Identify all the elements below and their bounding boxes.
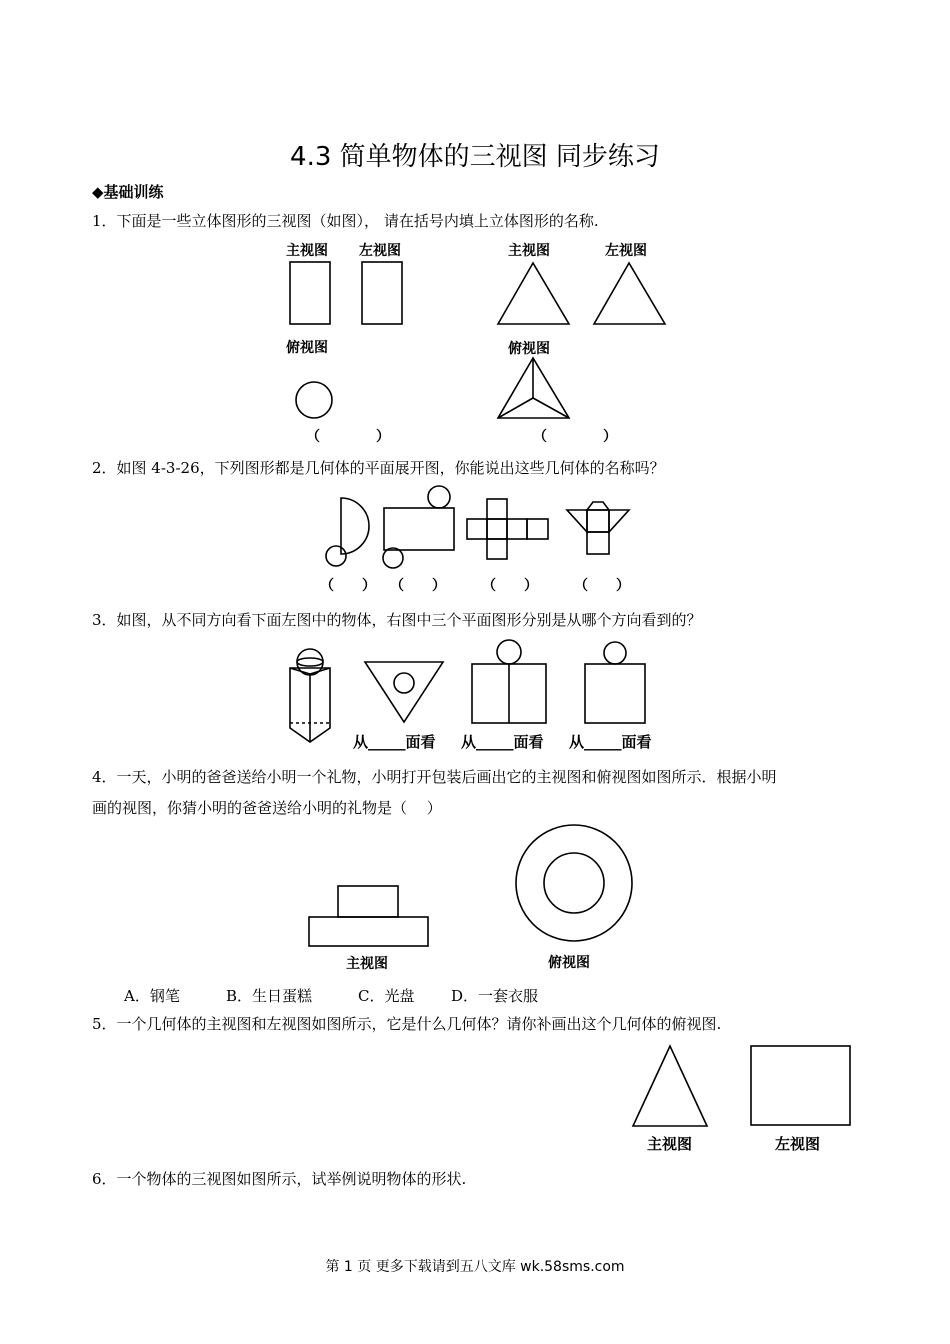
q1-pyramid-left-view [594, 263, 665, 324]
q1-answer-paren-2: （ ） [533, 429, 617, 445]
q3-object-drawing [290, 649, 330, 742]
question-2-text: 2．如图 4-3-26，下列图形都是几何体的平面展开图，你能说出这些几何体的名称吗？ [92, 459, 665, 477]
q1-cylinder-left-view [362, 262, 402, 324]
q4-option-c: C．光盘 [358, 987, 415, 1005]
q3-blank-3: 从_____面看 [569, 733, 652, 751]
question-4-line-1: 4．一天，小明的爸爸送给小明一个礼物，小明打开包装后画出它的主视图和俯视图如图所示．根据小明 [92, 768, 777, 786]
q4-label-top: 俯视图 [548, 955, 590, 971]
q4-option-d: D．一套衣服 [451, 987, 539, 1005]
q1-label-top-1: 俯视图 [286, 340, 328, 356]
q3-view-triangle-circle [365, 662, 443, 722]
q4-front-view [309, 886, 428, 946]
q1-pyramid-top-view [498, 358, 569, 418]
q1-label-left-1: 左视图 [359, 243, 401, 259]
q1-cylinder-top-view [296, 382, 332, 418]
question-5-text: 5．一个几何体的主视图和左视图如图所示，它是什么几何体？请你补画出这个几何体的俯视图. [92, 1015, 722, 1033]
q5-front-view-triangle [633, 1046, 707, 1126]
q2-cube-net [467, 499, 548, 559]
q3-view-square-divided [472, 640, 546, 723]
q1-cylinder-front-view [290, 262, 330, 324]
question-3-text: 3．如图，从不同方向看下面左图中的物体，右图中三个平面图形分别是从哪个方向看到的？ [92, 611, 702, 629]
q1-label-front-1: 主视图 [286, 243, 328, 259]
q1-label-front-2: 主视图 [508, 243, 550, 259]
q4-top-view [516, 825, 632, 941]
q2-paren-4: （ ） [574, 578, 630, 594]
q1-label-left-2: 左视图 [605, 243, 647, 259]
page-title: 4.3 简单物体的三视图 同步练习 [290, 142, 660, 172]
q3-view-square [585, 642, 645, 723]
q4-option-b: B．生日蛋糕 [226, 987, 313, 1005]
q2-frustum-net [567, 502, 629, 554]
question-1-text: 1．下面是一些立体图形的三视图（如图）， 请在括号内填上立体图形的名称. [92, 212, 599, 230]
q5-label-left: 左视图 [775, 1135, 821, 1153]
q1-answer-paren-1: （ ） [306, 429, 390, 445]
q1-pyramid-front-view [498, 263, 569, 324]
question-6-text: 6．一个物体的三视图如图所示，试举例说明物体的形状. [92, 1170, 467, 1188]
q5-left-view-rectangle [751, 1046, 850, 1125]
q2-paren-2: （ ） [390, 578, 446, 594]
q2-paren-1: （ ） [320, 578, 376, 594]
section-heading: ◆基础训练 [92, 183, 164, 201]
q1-label-top-2: 俯视图 [508, 341, 550, 357]
q2-paren-3: （ ） [482, 578, 538, 594]
q3-blank-2: 从_____面看 [461, 733, 544, 751]
page-footer: 第 1 页 更多下载请到五八文库 wk.58sms.com [325, 1259, 625, 1275]
q2-cone-net [326, 498, 369, 566]
q2-cylinder-net [383, 486, 454, 568]
q4-option-a: A．钢笔 [124, 987, 180, 1005]
q4-label-front: 主视图 [346, 956, 388, 972]
question-4-line-2: 画的视图，你猜小明的爸爸送给小明的礼物是（ ） [92, 799, 442, 817]
q3-blank-1: 从_____面看 [353, 733, 436, 751]
q5-label-front: 主视图 [647, 1135, 693, 1153]
